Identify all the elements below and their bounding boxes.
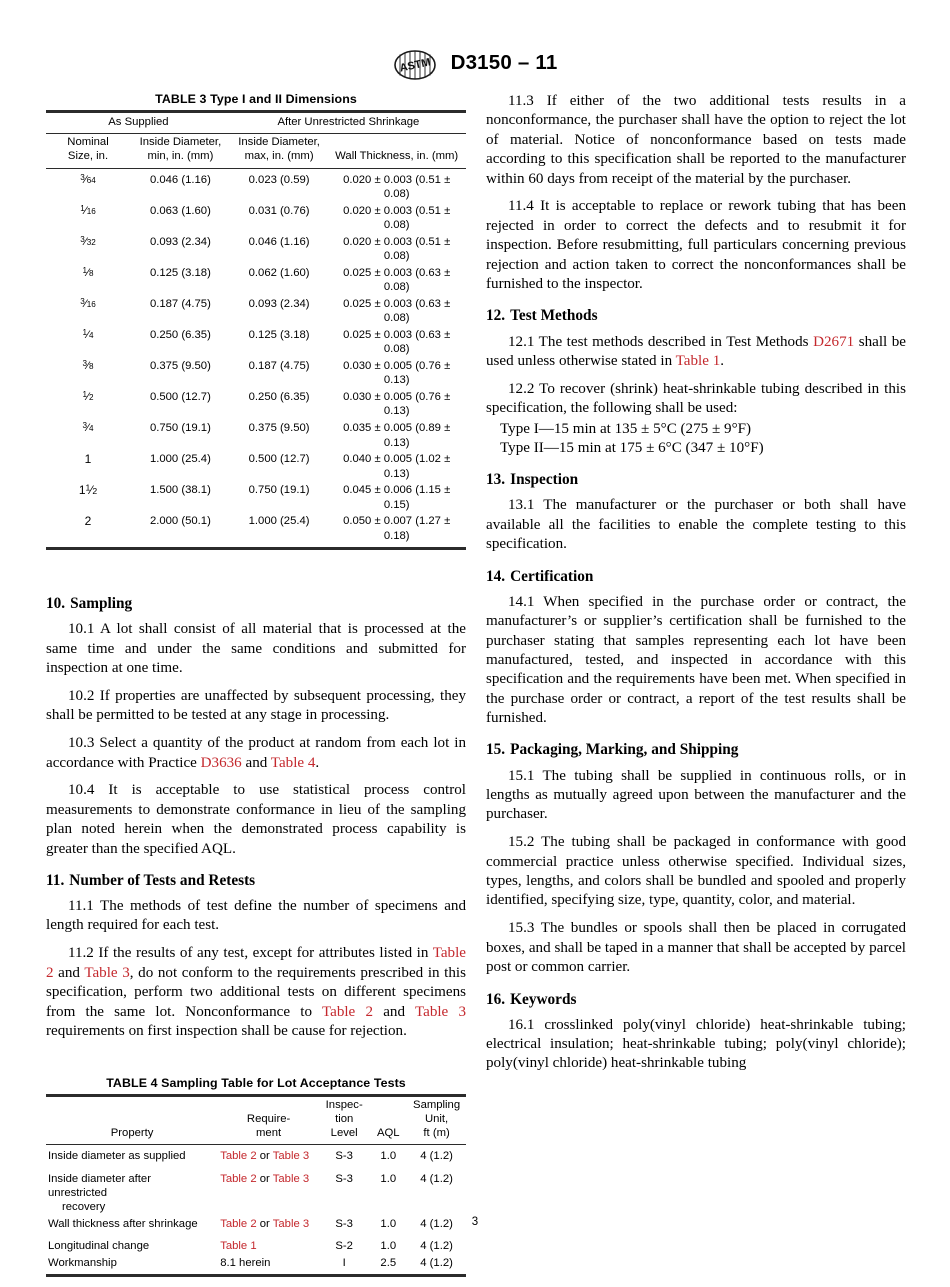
paragraph-10-4: 10.4 It is acceptable to use statistical process control measurements to demonstrate conformance in lieu of the sampling plan noted herein when the demonstrated process capability is greater than the specified AQL. — [46, 782, 466, 857]
table-4-cell-aql: 1.0 — [380, 1150, 397, 1163]
table-3-group-header-row — [46, 113, 466, 134]
paragraph-15-2: 15.2 The tubing shall be packaged in conformance with good commercial practice unless otherwise specified. Individual sizes, types, lengths, and colors shall be bundled and spooled and properly identified, specifying size, type, quantity, color, and material. — [486, 834, 906, 909]
paragraph-11-2 — [46, 944, 466, 1041]
table-4-cell-property: Workmanship — [48, 1256, 117, 1269]
table-4-col-inspection-level: Inspec- tion Level — [319, 1096, 369, 1145]
table-row — [46, 1232, 466, 1254]
table-3-group-as-supplied: As Supplied — [46, 113, 231, 134]
table-3-title: TABLE 3 Type I and II Dimensions — [155, 92, 357, 106]
table-3-cell-wall: 0.050 ± 0.007 (1.27 ± 0.18) — [343, 515, 451, 542]
table-3-cell-wall: 0.040 ± 0.005 (1.02 ± 0.13) — [343, 453, 451, 480]
table-row — [46, 168, 466, 202]
table-3-cell-wall: 0.020 ± 0.003 (0.51 ± 0.08) — [343, 173, 451, 201]
table-3-cell-wall: 0.030 ± 0.005 (0.76 ± 0.13) — [343, 360, 451, 387]
table-3-cell-id-min: 0.375 (9.50) — [149, 360, 211, 373]
table-3-cell-size: 2 — [84, 514, 92, 529]
paragraph-11-3: 11.3 If either of the two additional tests results in a nonconformance, the purchaser shall have the option to reject the lot of material. Notice of nonconformance based on tests made according to this specification shall be reported to the manufacturer within 60 days from receipt of the material by the purchaser. — [486, 93, 906, 187]
table-3-cell-size: $^1$⁄16 — [80, 203, 96, 217]
paragraph-12-1-text-a: 12.1 The test methods described in Test Methods — [508, 333, 814, 350]
table-3-header-row — [46, 133, 466, 168]
table-3-cell-size: $^3$⁄32 — [80, 234, 96, 248]
paragraph-16-1: 16.1 crosslinked poly(vinyl chloride) heat-shrinkable tubing; electrical insulation; heat-shrinkable tubing; poly(vinyl chloride); poly(vinyl chloride) heat-shrinkable tubing — [486, 1016, 906, 1072]
table-3-cell-id-max: 0.125 (3.18) — [248, 328, 310, 341]
link-table-3[interactable]: Table 3 — [84, 964, 130, 981]
table-3-cell-id-min: 0.500 (12.7) — [149, 391, 211, 404]
left-column — [46, 92, 466, 1287]
table-3-cell-size: $^3$⁄8 — [82, 358, 94, 373]
table-3-cell-id-max: 0.187 (4.75) — [248, 360, 310, 373]
table-4-cell-property: Wall thickness after shrinkage — [48, 1217, 198, 1230]
page-number: 3 — [471, 1216, 479, 1228]
table-row — [46, 265, 466, 296]
table-4-cell-property: Inside diameter as supplied — [48, 1150, 186, 1163]
section-heading-16: 16. Keywords — [486, 990, 577, 1008]
table-4-col-property: Property — [46, 1096, 218, 1145]
section-heading-14: 14. Certification — [486, 567, 594, 585]
table-3-cell-wall: 0.025 ± 0.003 (0.63 ± 0.08) — [343, 297, 451, 325]
paragraph-12-1-text-c: . — [720, 352, 725, 369]
paragraph-12-2-type-1: Type I—15 min at 135 ± 5°C (275 ± 9°F) — [500, 420, 752, 437]
table-4-header-row — [46, 1096, 466, 1145]
link-table-3[interactable]: Table 3 — [272, 1217, 310, 1230]
table-4-cell-requirement: Table 2 or Table 3 — [220, 1217, 310, 1230]
table-4-wrapper — [46, 1076, 466, 1277]
table-3-cell-size: $^3$⁄4 — [82, 421, 94, 435]
paragraph-14-1: 14.1 When specified in the purchase order or contract, the manufacturer’s or supplier’s certification shall be furnished to the purchaser stating that samples representing each lot have been manufactured, tested, and inspected in accordance with this specification and the requirements have been met. When specified in the purchase order or contract, a report of the test results shall be furnished. — [486, 593, 906, 727]
table-4-cell-requirement: Table 2 or Table 3 — [220, 1172, 310, 1185]
right-column — [486, 92, 906, 1082]
table-3-cell-id-min: 1.000 (25.4) — [149, 453, 211, 466]
table-3-group-after-shrinkage: After Unrestricted Shrinkage — [231, 113, 466, 134]
table-row — [46, 358, 466, 389]
section-heading-12: 12. Test Methods — [486, 307, 598, 325]
table-row — [46, 234, 466, 265]
table-4-cell-aql: 1.0 — [380, 1239, 397, 1252]
link-d3636[interactable]: D3636 — [200, 754, 242, 771]
table-4-cell-unit: 4 (1.2) — [420, 1150, 453, 1163]
table-4-col-sampling-unit: Sampling Unit, ft (m) — [407, 1096, 466, 1145]
table-4-title: TABLE 4 Sampling Table for Lot Acceptance Tests — [106, 1075, 406, 1090]
table-3-cell-id-min: 0.093 (2.34) — [149, 235, 211, 248]
paragraph-12-2-type-2: Type II—15 min at 175 ± 6°C (347 ± 10°F) — [500, 439, 764, 456]
paragraph-10-3-text-b: and — [241, 754, 271, 771]
table-4-col-requirement: Require- ment — [218, 1096, 319, 1145]
link-table-2[interactable]: Table 2 — [220, 1172, 257, 1185]
paragraph-13-1: 13.1 The manufacturer or the purchaser or both shall have available all the facilities to enable the complete testing to this specification. — [486, 497, 906, 553]
table-3-cell-size: $1^1⁄2$ — [78, 483, 98, 498]
paragraph-11-2-text-e: requirements on first inspection shall be cause for rejection. — [46, 1022, 407, 1039]
paragraph-12-1 — [486, 333, 906, 372]
table-3-cell-wall: 0.045 ± 0.006 (1.15 ± 0.15) — [343, 484, 451, 511]
table-3-cell-wall: 0.025 ± 0.003 (0.63 ± 0.08) — [343, 328, 451, 356]
link-table-2[interactable]: Table 2 — [46, 945, 466, 981]
table-3-cell-id-min: 2.000 (50.1) — [149, 515, 211, 528]
table-3-cell-id-max: 0.046 (1.16) — [248, 235, 310, 248]
paragraph-11-2-text-a: 11.2 If the results of any test, except for attributes listed in — [68, 945, 433, 962]
table-row — [46, 1165, 466, 1216]
table-row — [46, 327, 466, 358]
table-4-cell-unit: 4 (1.2) — [420, 1256, 453, 1269]
table-3-cell-size: $^1$⁄4 — [82, 327, 94, 341]
table-3-cell-wall: 0.020 ± 0.003 (0.51 ± 0.08) — [343, 235, 451, 263]
table-row — [46, 420, 466, 451]
table-4 — [46, 1094, 466, 1277]
table-3-cell-size: $^3$⁄16 — [80, 296, 96, 310]
table-4-cell-aql: 2.5 — [380, 1256, 397, 1269]
section-heading-13: 13. Inspection — [486, 471, 579, 489]
table-3-cell-id-max: 1.000 (25.4) — [248, 515, 310, 528]
table-4-cell-requirement: 8.1 herein — [220, 1256, 271, 1269]
paragraph-15-1: 15.1 The tubing shall be supplied in continuous rolls, or in lengths as mutually agreed upon between the manufacturer and the purchaser. — [486, 767, 906, 823]
paragraph-11-2-text-d: and — [373, 1003, 415, 1020]
table-row — [46, 513, 466, 547]
table-row — [46, 482, 466, 513]
table-3-col-nominal-size: Nominal Size, in. — [46, 133, 130, 168]
table-3-col-id-min: Inside Diameter, min, in. (mm) — [130, 133, 231, 168]
svg-text:ASTM: ASTM — [398, 56, 432, 75]
paragraph-11-2-text-c: , do not conform to the requirements prescribed in this specification, perform two additional tests on different specimens from the same lot. Nonconformance to — [46, 964, 466, 1020]
paragraph-11-2-text-b: and — [53, 964, 85, 981]
link-table-3[interactable]: Table 3 — [272, 1150, 310, 1163]
paragraph-10-2: 10.2 If properties are unaffected by subsequent processing, they shall be permitted to be tested at any stage in processing. — [46, 687, 466, 724]
table-3-cell-id-min: 0.125 (3.18) — [149, 266, 211, 279]
table-3-cell-wall: 0.030 ± 0.005 (0.76 ± 0.13) — [343, 391, 451, 418]
section-heading-10: 10. Sampling — [46, 595, 133, 613]
table-3-cell-id-min: 0.250 (6.35) — [149, 328, 211, 341]
table-row — [46, 451, 466, 482]
table-3-cell-id-max: 0.750 (19.1) — [248, 484, 310, 497]
table-3-cell-id-min: 1.500 (38.1) — [149, 484, 211, 497]
table-3-cell-id-max: 0.093 (2.34) — [248, 297, 310, 310]
table-3-cell-wall: 0.025 ± 0.003 (0.63 ± 0.08) — [343, 266, 451, 294]
table-3-col-wall-thickness: Wall Thickness, in. (mm) — [327, 133, 466, 168]
table-3-cell-wall: 0.020 ± 0.003 (0.51 ± 0.08) — [343, 204, 451, 232]
link-table-2[interactable]: Table 2 — [321, 1003, 374, 1020]
table-3-cell-size: $^3$⁄64 — [80, 172, 96, 186]
table-row — [46, 296, 466, 327]
link-table-2[interactable]: Table 2 — [220, 1217, 257, 1230]
paragraph-11-4: 11.4 It is acceptable to replace or rework tubing that has been rejected in order to correct the defects and to resubmit it for inspection. Before resubmitting, full particulars concerning previous rejection and action taken to correct the nonconformances shall be furnished to the inspector. — [486, 198, 906, 293]
link-table-4[interactable]: Table 4 — [270, 754, 316, 771]
table-4-cell-level: S-2 — [335, 1239, 353, 1252]
table-3-col-id-max: Inside Diameter, max, in. (mm) — [231, 133, 328, 168]
table-3-wrapper — [46, 92, 466, 550]
table-3-cell-size: $^1$⁄2 — [82, 390, 94, 404]
table-4-cell-unit: 4 (1.2) — [420, 1239, 453, 1252]
table-3-cell-id-min: 0.187 (4.75) — [149, 297, 211, 310]
table-3-cell-id-min: 0.750 (19.1) — [149, 422, 211, 435]
table-4-cell-unit: 4 (1.2) — [420, 1172, 453, 1185]
table-4-cell-requirement: Table 2 or Table 3 — [220, 1150, 310, 1163]
table-4-col-aql: AQL — [369, 1096, 407, 1145]
paragraph-12-1-text-b: shall be used unless otherwise stated in — [486, 333, 906, 369]
table-3-cell-id-max: 0.031 (0.76) — [248, 204, 310, 217]
table-4-cell-level: S-3 — [335, 1172, 353, 1185]
section-heading-15: 15. Packaging, Marking, and Shipping — [486, 741, 739, 759]
table-4-cell-property: Longitudinal change — [48, 1239, 150, 1252]
link-table-1[interactable]: Table 1 — [675, 352, 721, 369]
link-table-3[interactable]: Table 3 — [272, 1172, 310, 1185]
section-heading-11: 11. Number of Tests and Retests — [46, 871, 256, 889]
table-3-cell-id-max: 0.023 (0.59) — [248, 173, 310, 186]
paragraph-12-2: 12.2 To recover (shrink) heat-shrinkable tubing described in this specification, the following shall be used: — [486, 380, 906, 417]
table-4-cell-property: Inside diameter after unrestricted recovery — [48, 1172, 151, 1214]
table-row — [46, 1254, 466, 1274]
link-table-3[interactable]: Table 3 — [414, 1003, 467, 1020]
table-4-cell-aql: 1.0 — [380, 1172, 397, 1185]
paragraph-10-3 — [46, 734, 466, 773]
table-4-cell-aql: 1.0 — [380, 1217, 397, 1230]
page-header — [0, 48, 950, 82]
table-4-cell-level: S-3 — [335, 1217, 353, 1230]
table-3-cell-id-max: 0.250 (6.35) — [248, 391, 310, 404]
table-3-cell-id-max: 0.375 (9.50) — [248, 422, 310, 435]
link-d2671[interactable]: D2671 — [813, 333, 855, 350]
astm-logo — [393, 50, 437, 80]
link-table-2[interactable]: Table 2 — [220, 1150, 257, 1163]
table-4-cell-level: I — [342, 1256, 346, 1269]
paragraph-10-3-text-c: . — [315, 754, 320, 771]
table-4-cell-requirement — [218, 1232, 319, 1254]
table-3-cell-id-max: 0.500 (12.7) — [248, 453, 310, 466]
table-3-cell-size: 1 — [84, 452, 92, 467]
paragraph-15-3: 15.3 The bundles or spools shall then be placed in corrugated boxes, and shall be taped in a manner that shall be accepted by parcel post or common carrier. — [486, 920, 906, 976]
table-3-cell-size: $^1$⁄8 — [82, 265, 94, 279]
link-table-1[interactable]: Table 1 — [220, 1239, 257, 1252]
table-4-cell-unit: 4 (1.2) — [420, 1217, 453, 1230]
table-3 — [46, 110, 466, 550]
paragraph-10-3-text-a: 10.3 Select a quantity of the product at random from each lot in accordance with Practice — [46, 735, 466, 771]
table-3-cell-id-min: 0.063 (1.60) — [149, 204, 211, 217]
paragraph-10-1: 10.1 A lot shall consist of all material that is processed at the same time and under the same conditions and submitted for inspection at one time. — [46, 621, 466, 676]
paragraph-11-1: 11.1 The methods of test define the number of specimens and length required for each test. — [46, 898, 466, 934]
table-3-cell-wall: 0.035 ± 0.005 (0.89 ± 0.13) — [343, 422, 451, 449]
table-row — [46, 389, 466, 420]
table-3-cell-id-min: 0.046 (1.16) — [149, 173, 211, 186]
table-row — [46, 1145, 466, 1165]
document-designation: D3150 – 11 — [450, 51, 558, 74]
table-4-cell-level: S-3 — [335, 1150, 353, 1163]
table-3-cell-id-max: 0.062 (1.60) — [248, 266, 310, 279]
table-row — [46, 203, 466, 234]
